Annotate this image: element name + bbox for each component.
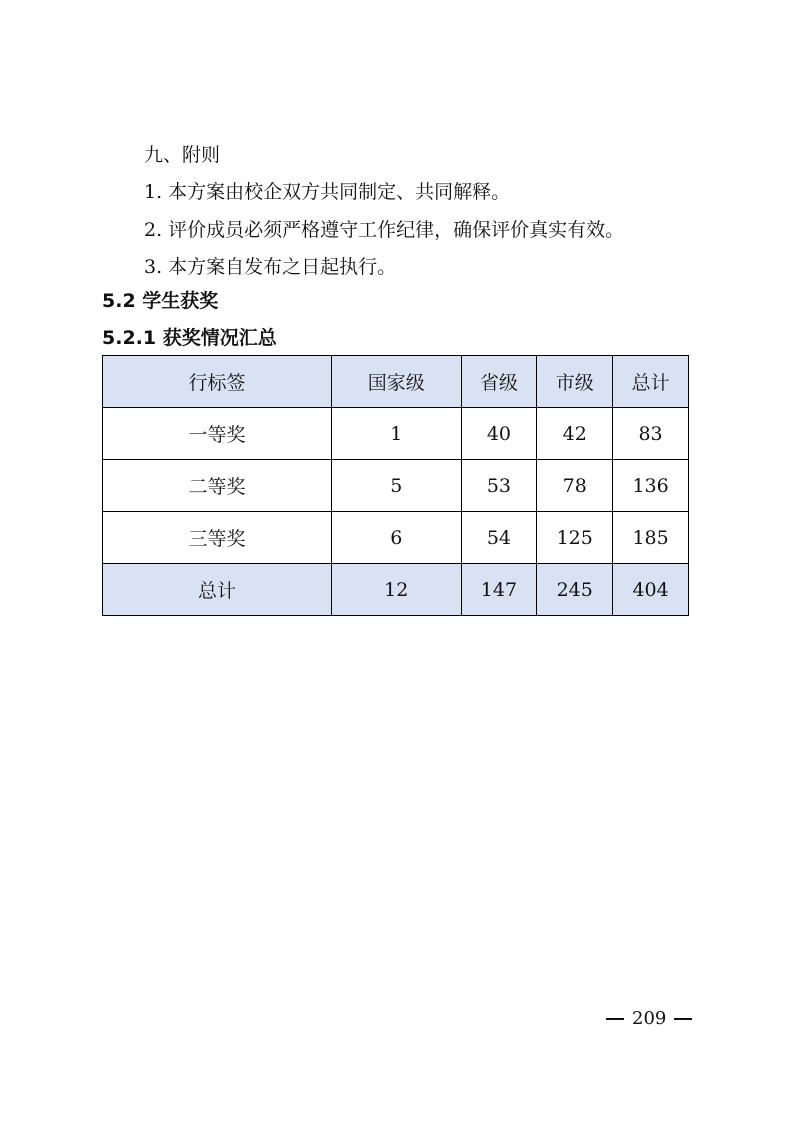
heading-student-awards: 5.2 学生获奖 — [102, 290, 219, 312]
page-number-footer — [606, 1008, 692, 1029]
cell-total: 185 — [613, 512, 689, 564]
row-label: 二等奖 — [103, 460, 332, 512]
total-label: 总计 — [103, 564, 332, 616]
header-total: 总计 — [613, 356, 689, 408]
awards-table — [102, 355, 689, 616]
cell-national: 6 — [332, 512, 462, 564]
table-total-row — [103, 564, 689, 616]
dash-right — [674, 1018, 692, 1020]
cell-total: 136 — [613, 460, 689, 512]
total-municipal: 245 — [537, 564, 613, 616]
section-9-title: 九、附则 — [144, 144, 221, 166]
cell-municipal: 78 — [537, 460, 613, 512]
header-national: 国家级 — [332, 356, 462, 408]
cell-national: 5 — [332, 460, 462, 512]
table-header-row — [103, 356, 689, 408]
total-national: 12 — [332, 564, 462, 616]
row-label: 三等奖 — [103, 512, 332, 564]
cell-municipal: 125 — [537, 512, 613, 564]
table-row — [103, 408, 689, 460]
heading-awards-summary: 5.2.1 获奖情况汇总 — [102, 327, 277, 349]
cell-municipal: 42 — [537, 408, 613, 460]
section-9-item-2: 2. 评价成员必须严格遵守工作纪律，确保评价真实有效。 — [144, 219, 625, 241]
header-row-label: 行标签 — [103, 356, 332, 408]
table-row — [103, 460, 689, 512]
table-row — [103, 512, 689, 564]
cell-provincial: 40 — [461, 408, 537, 460]
page-number: 209 — [632, 1008, 667, 1029]
section-9-item-1: 1. 本方案由校企双方共同制定、共同解释。 — [144, 181, 511, 203]
section-9-item-3: 3. 本方案自发布之日起执行。 — [144, 256, 397, 278]
header-provincial: 省级 — [461, 356, 537, 408]
dash-left — [606, 1018, 624, 1020]
total-grand: 404 — [613, 564, 689, 616]
row-label: 一等奖 — [103, 408, 332, 460]
cell-provincial: 54 — [461, 512, 537, 564]
cell-provincial: 53 — [461, 460, 537, 512]
cell-national: 1 — [332, 408, 462, 460]
header-municipal: 市级 — [537, 356, 613, 408]
cell-total: 83 — [613, 408, 689, 460]
total-provincial: 147 — [461, 564, 537, 616]
